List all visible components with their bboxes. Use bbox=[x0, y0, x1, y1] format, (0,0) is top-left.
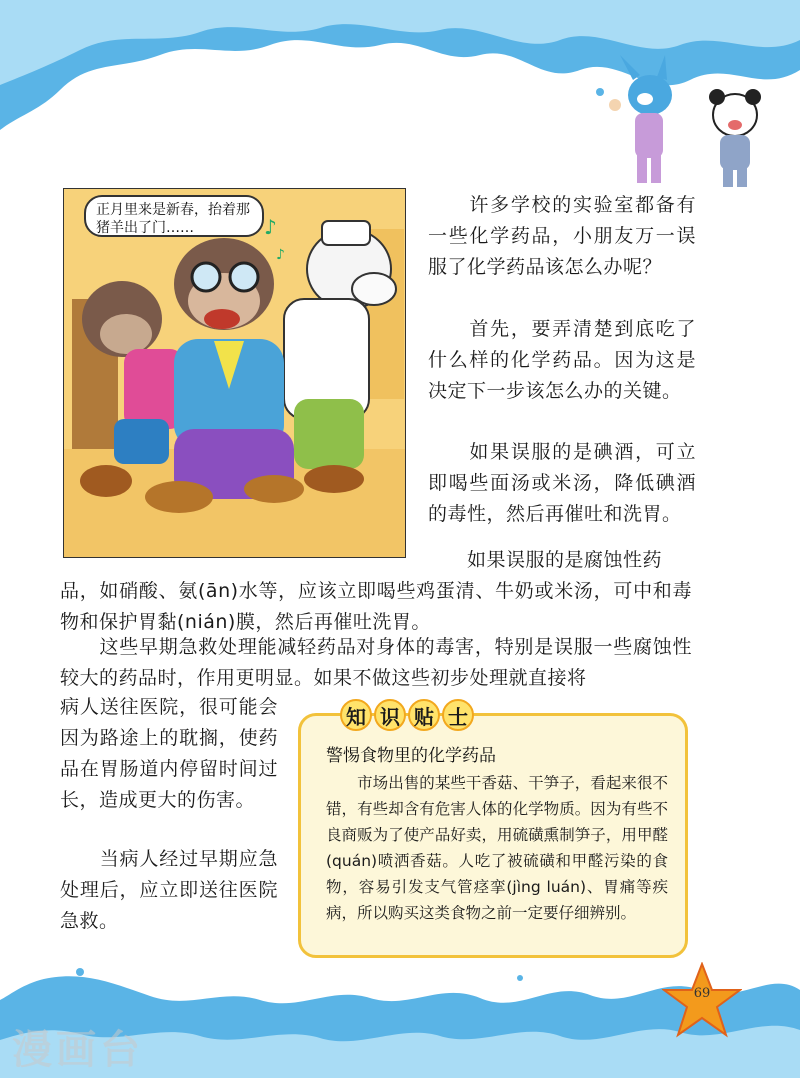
page-number: 69 bbox=[693, 986, 711, 1001]
svg-text:♪: ♪ bbox=[276, 247, 285, 263]
tip-title-char: 士 bbox=[442, 699, 474, 731]
svg-text:♪: ♪ bbox=[264, 215, 277, 239]
watermark: 漫画台 bbox=[12, 1027, 144, 1073]
paragraph-send-hospital: 当病人经过早期应急处理后，应立即送往医院急救。 bbox=[60, 848, 278, 932]
tip-body: 市场出售的某些干香菇、干笋子，看起来很不错，有些却含有危害人体的化学物质。因为有些不良商贩为了使产品好卖，用硫磺熏制笋子，用甲醛(quán)喷洒香菇。人吃了被硫磺和甲醛污染的食物，容易引发支气管痉挛(jìng luán)、胃痛等疾病，所以购买这类食物之前一定要仔细辨别。 bbox=[326, 774, 668, 922]
tip-title-char: 知 bbox=[340, 699, 372, 731]
paragraph-iodine: 如果误服的是碘酒，可立即喝些面汤或米汤，降低碘酒的毒性，然后再催吐和洗胃。 bbox=[428, 441, 696, 525]
mascot-illustration bbox=[595, 55, 795, 190]
paragraph-corrosive: 品，如硝酸、氨(ān)水等，应该立即喝些鸡蛋清、牛奶或米汤，可中和毒物和保护胃黏(nián)膜，然后再催吐洗胃。 bbox=[60, 580, 692, 633]
paragraph-identify: 首先，要弄清楚到底吃了什么样的化学药品。因为这是决定下一步该怎么办的关键。 bbox=[428, 318, 696, 402]
speech-bubble: 正月里来是新春，抬着那猪羊出了门…… bbox=[84, 195, 264, 237]
paragraph-intro: 许多学校的实验室都备有一些化学药品，小朋友万一误服了化学药品该怎么办呢？ bbox=[428, 194, 696, 278]
tip-title-char: 识 bbox=[374, 699, 406, 731]
paragraph-first-aid: 这些早期急救处理能减轻药品对身体的毒害，特别是误服一些腐蚀性较大的药品时，作用更明显。如果不做这些初步处理就直接将 bbox=[60, 636, 692, 689]
tip-heading: 警惕食物里的化学药品 bbox=[326, 746, 496, 766]
tip-title bbox=[340, 699, 474, 731]
paragraph-hospital-delay: 病人送往医院，很可能会因为路途上的耽搁，使药品在胃肠道内停留时间过长，造成更大的伤害。 bbox=[60, 696, 278, 811]
paragraph-corrosive-start: 如果误服的是腐蚀性药 bbox=[428, 549, 663, 571]
tip-title-char: 贴 bbox=[408, 699, 440, 731]
comic-panel bbox=[63, 188, 406, 558]
comic-illustration bbox=[64, 189, 405, 557]
